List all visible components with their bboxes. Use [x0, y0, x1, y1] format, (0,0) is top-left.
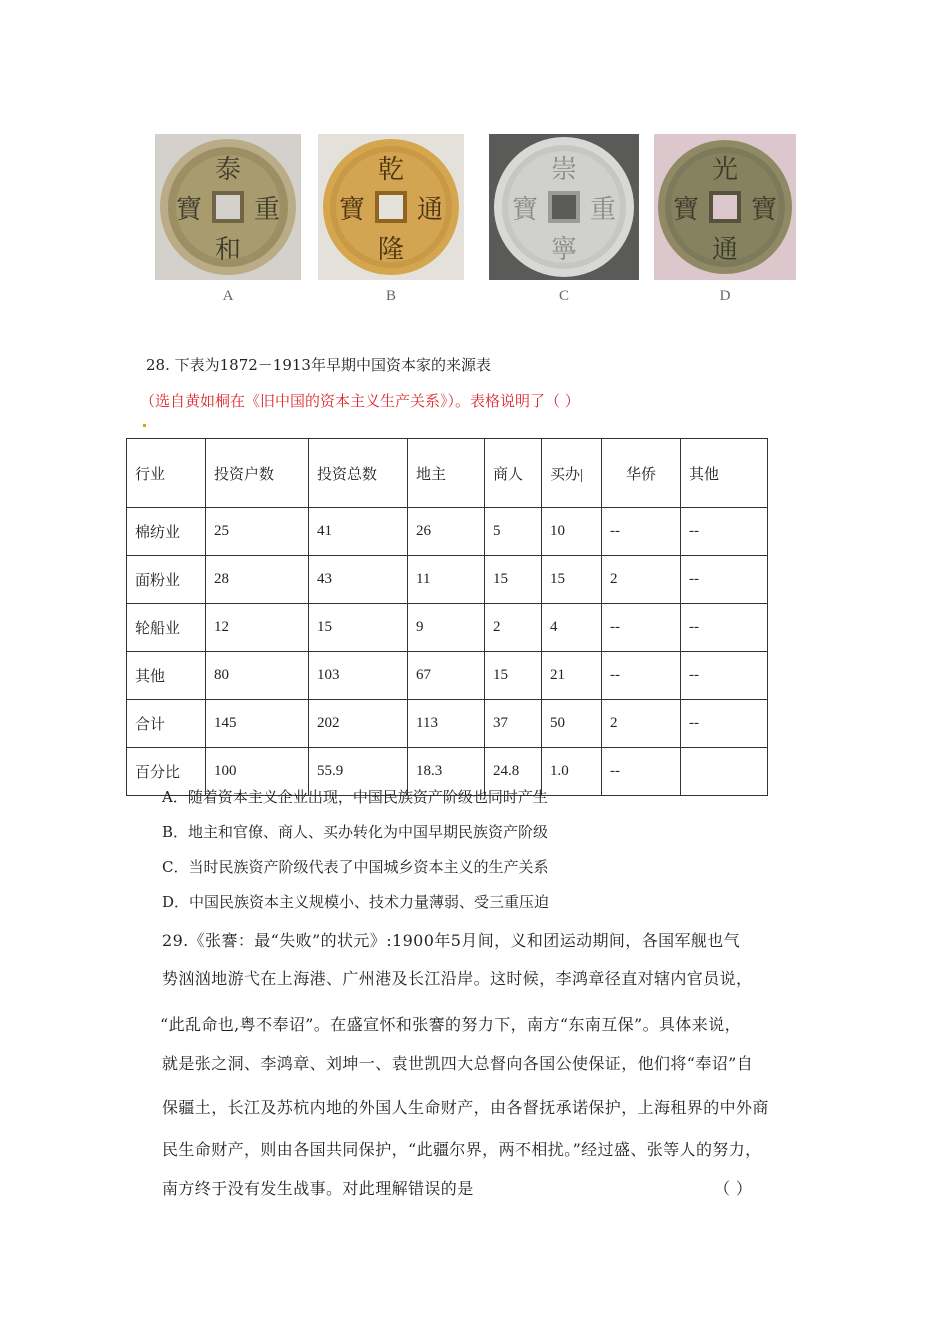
table-cell: 43: [309, 556, 408, 604]
table-cell: 15: [309, 604, 408, 652]
table-cell: 15: [485, 556, 542, 604]
table-cell: --: [602, 508, 681, 556]
svg-text:寶: 寶: [511, 195, 539, 225]
coin-images: [0, 134, 950, 314]
question-29-line: 29.《张謇：最“失败”的状元》:1900年5月间，义和团运动期间，各国军舰也气: [162, 931, 741, 950]
table-cell: 15: [542, 556, 602, 604]
table-cell: 2: [602, 556, 681, 604]
table-header-cell: 行业: [127, 439, 206, 508]
svg-text:寶: 寶: [338, 195, 366, 225]
question-28-source: （选自黄如桐在《旧中国的资本主义生产关系》）。表格说明了（ ）: [140, 392, 580, 410]
table-cell: 2: [602, 700, 681, 748]
table-cell: --: [681, 508, 768, 556]
table-cell: 21: [542, 652, 602, 700]
table-cell: 113: [408, 700, 485, 748]
question-29-line: 就是张之洞、李鸿章、刘坤一、袁世凯四大总督向各国公使保证，他们将“奉诏”自: [162, 1054, 754, 1073]
table-cell: --: [681, 700, 768, 748]
svg-text:崇: 崇: [550, 155, 578, 185]
table-cell: 145: [206, 700, 309, 748]
svg-text:重: 重: [253, 195, 281, 225]
table-cell: 9: [408, 604, 485, 652]
table-cell: 其他: [127, 652, 206, 700]
table-cell: 4: [542, 604, 602, 652]
capitalist-source-table: [126, 438, 768, 796]
question-29-line: 南方终于没有发生战事。对此理解错误的是: [162, 1179, 474, 1198]
table-cell: 24.8: [485, 748, 542, 796]
table-header-cell: 投资户数: [206, 439, 309, 508]
table-cell: --: [602, 748, 681, 796]
svg-text:隆: 隆: [377, 235, 405, 265]
table-row: [127, 604, 768, 652]
question-29-line: “此乱命也,粤不奉诏”。在盛宣怀和张謇的努力下，南方“东南互保”。具体来说，: [160, 1015, 742, 1034]
table-row: [127, 652, 768, 700]
coin-a-label: A: [222, 288, 234, 304]
coin-a-image: [155, 134, 301, 304]
table-cell: 25: [206, 508, 309, 556]
svg-text:寶: 寶: [175, 195, 203, 225]
table-cell: 18.3: [408, 748, 485, 796]
option-c: C．当时民族资产阶级代表了中国城乡资本主义的生产关系: [162, 858, 549, 876]
svg-text:乾: 乾: [377, 155, 405, 185]
coin-c-label: C: [558, 288, 569, 304]
table-cell: 10: [542, 508, 602, 556]
table-cell: 面粉业: [127, 556, 206, 604]
svg-text:光: 光: [711, 155, 739, 185]
table-row: [127, 700, 768, 748]
coin-c-image: [489, 134, 639, 304]
marker-dot: [143, 424, 146, 427]
table-cell: 67: [408, 652, 485, 700]
coin-d-image: [654, 134, 796, 304]
table-header-cell: 地主: [408, 439, 485, 508]
table-cell: --: [602, 652, 681, 700]
table-cell: [681, 748, 768, 796]
table-header-cell: 华侨: [602, 439, 681, 508]
table-cell: 28: [206, 556, 309, 604]
table-cell: --: [681, 604, 768, 652]
table-cell: 15: [485, 652, 542, 700]
question-28-title: 28. 下表为1872－1913年早期中国资本家的来源表: [146, 356, 491, 374]
table-header-cell: 其他: [681, 439, 768, 508]
svg-text:重: 重: [589, 195, 617, 225]
table-cell: 100: [206, 748, 309, 796]
table-cell: 2: [485, 604, 542, 652]
table-header-cell: 商人: [485, 439, 542, 508]
table-cell: 103: [309, 652, 408, 700]
table-header-cell: 买办|: [542, 439, 602, 508]
table-row: [127, 508, 768, 556]
coin-d-label: D: [719, 288, 731, 304]
table-cell: 41: [309, 508, 408, 556]
table-cell: 50: [542, 700, 602, 748]
table-cell: 轮船业: [127, 604, 206, 652]
svg-text:和: 和: [214, 235, 242, 265]
svg-text:寧: 寧: [550, 235, 578, 265]
table-cell: 12: [206, 604, 309, 652]
svg-text:寶: 寶: [672, 195, 700, 225]
option-a: A．随着资本主义企业出现，中国民族资产阶级也同时产生: [162, 788, 548, 806]
table-cell: 80: [206, 652, 309, 700]
table-cell: 合计: [127, 700, 206, 748]
table-cell: 202: [309, 700, 408, 748]
table-cell: --: [681, 652, 768, 700]
option-d: D．中国民族资本主义规模小、技术力量薄弱、受三重压迫: [162, 893, 550, 911]
question-29-line: 民生命财产，则由各国共同保护，“此疆尔界，两不相扰。”经过盛、张等人的努力，: [162, 1140, 762, 1159]
svg-text:通: 通: [711, 235, 739, 265]
table-cell: 11: [408, 556, 485, 604]
table-cell: 百分比: [127, 748, 206, 796]
table-row: [127, 556, 768, 604]
svg-text:寶: 寶: [750, 195, 778, 225]
coin-b-label: B: [385, 288, 396, 304]
question-29-line: 势汹汹地游弋在上海港、广州港及长江沿岸。这时候，李鸿章径直对辖内官员说，: [162, 969, 753, 988]
svg-text:通: 通: [416, 195, 444, 225]
table-cell: 37: [485, 700, 542, 748]
option-b: B．地主和官僚、商人、买办转化为中国早期民族资产阶级: [162, 823, 549, 841]
table-cell: --: [681, 556, 768, 604]
table-cell: 1.0: [542, 748, 602, 796]
table-cell: 棉纺业: [127, 508, 206, 556]
table-header-row: [127, 439, 768, 508]
table-cell: 5: [485, 508, 542, 556]
table-cell: 55.9: [309, 748, 408, 796]
coin-b-image: [318, 134, 464, 304]
table-header-cell: 投资总数: [309, 439, 408, 508]
table-cell: 26: [408, 508, 485, 556]
answer-bracket: （ ）: [714, 1179, 753, 1198]
table-cell: --: [602, 604, 681, 652]
question-29-line: 保疆土，长江及苏杭内地的外国人生命财产，由各督抚承诺保护，上海租界的中外商: [162, 1098, 769, 1117]
svg-text:泰: 泰: [214, 155, 242, 185]
